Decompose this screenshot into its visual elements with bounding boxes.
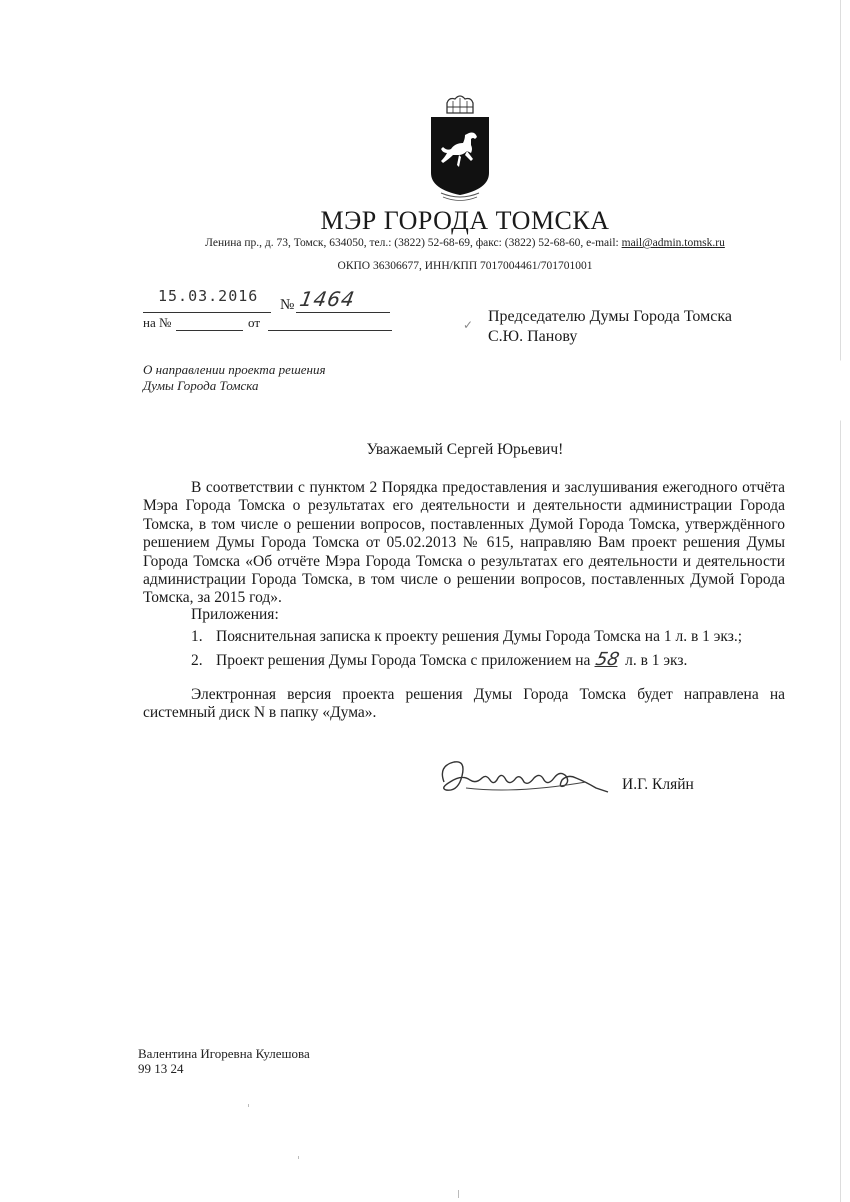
registration-date-line: [143, 312, 271, 313]
attachments-heading: Приложения:: [191, 606, 279, 623]
scan-edge-line: [840, 0, 841, 1202]
list-item-text: Пояснительная записка к проекту решения Думы Города Томска на 1 л. в 1 экз.;: [216, 628, 743, 645]
list-item-text-after: л. в 1 экз.: [621, 652, 688, 669]
handwritten-signature: [436, 752, 616, 802]
registration-number-sign: №: [280, 297, 295, 313]
reference-number-label: на №: [143, 315, 172, 330]
signer-name: И.Г. Кляйн: [622, 776, 694, 793]
crown-icon: [447, 96, 473, 113]
list-item-text-before: Проект решения Думы Города Томска с приложением на: [216, 652, 595, 669]
subject-line-2: Думы Города Томска: [143, 378, 259, 393]
list-item-number: 1.: [191, 628, 203, 645]
attachments-list: [191, 625, 742, 672]
coat-of-arms-emblem: [425, 93, 495, 205]
handwritten-page-count: 58: [594, 649, 622, 670]
contacts-address: Ленина пр., д. 73, Томск, 634050, тел.: (3822) 52-68-69, факс: (3822) 52-68-60, e-mail:: [205, 237, 622, 249]
registration-number-line: [296, 312, 390, 313]
subject-line-1: О направлении проекта решения: [143, 362, 326, 377]
letter-subject: [143, 362, 326, 394]
reference-date-line: [268, 330, 392, 331]
executor-block: [138, 1046, 310, 1076]
check-mark-icon: ✓: [463, 318, 474, 332]
reference-number-line: [176, 330, 243, 331]
addressee-position: Председателю Думы Города Томска: [488, 308, 732, 325]
contacts-email-link[interactable]: mail@admin.tomsk.ru: [621, 237, 725, 249]
reference-date-label: от: [248, 315, 261, 330]
scan-speck: [248, 1104, 249, 1107]
letterhead-contacts: [0, 237, 850, 249]
body-paragraph: В соответствии с пунктом 2 Порядка предоставления и заслушивания ежегодного отчёта Мэра Города Томска о результатах его деятельности и деятельности администрации Города Томска, в том числе о решении вопросов, поставленных Думой Города Томска, утверждённого решением Думы Города Томска от 05.02.2013 № 615, направляю Вам проект решения Думы Города Томска «Об отчёте Мэра Города Томска о результатах его деятельности и деятельности администрации Города Томска, в том числе о решении вопросов, поставленных Думой Города Томска, за 2015 год».: [143, 479, 785, 607]
scan-speck: [298, 1156, 299, 1159]
salutation: Уважаемый Сергей Юрьевич!: [366, 441, 564, 458]
executor-name: Валентина Игоревна Кулешова: [138, 1046, 310, 1061]
letterhead-codes: ОКПО 36306677, ИНН/КПП 7017004461/701701001: [337, 260, 593, 272]
executor-phone: 99 13 24: [138, 1061, 184, 1076]
registration-number-handwritten: 1464: [297, 287, 358, 311]
list-item-number: 2.: [191, 652, 203, 669]
addressee-name: С.Ю. Панову: [488, 328, 578, 345]
scan-speck: [458, 1190, 459, 1198]
list-item: [191, 625, 742, 648]
addressee-block: [488, 307, 732, 347]
list-item: [191, 648, 742, 672]
letterhead-title: МЭР ГОРОДА ТОМСКА: [320, 206, 610, 235]
registration-date-stamp: 15.03.2016: [158, 287, 259, 305]
electronic-version-note: Электронная версия проекта решения Думы Города Томска будет направлена на системный диск N в папку «Дума».: [143, 686, 785, 722]
